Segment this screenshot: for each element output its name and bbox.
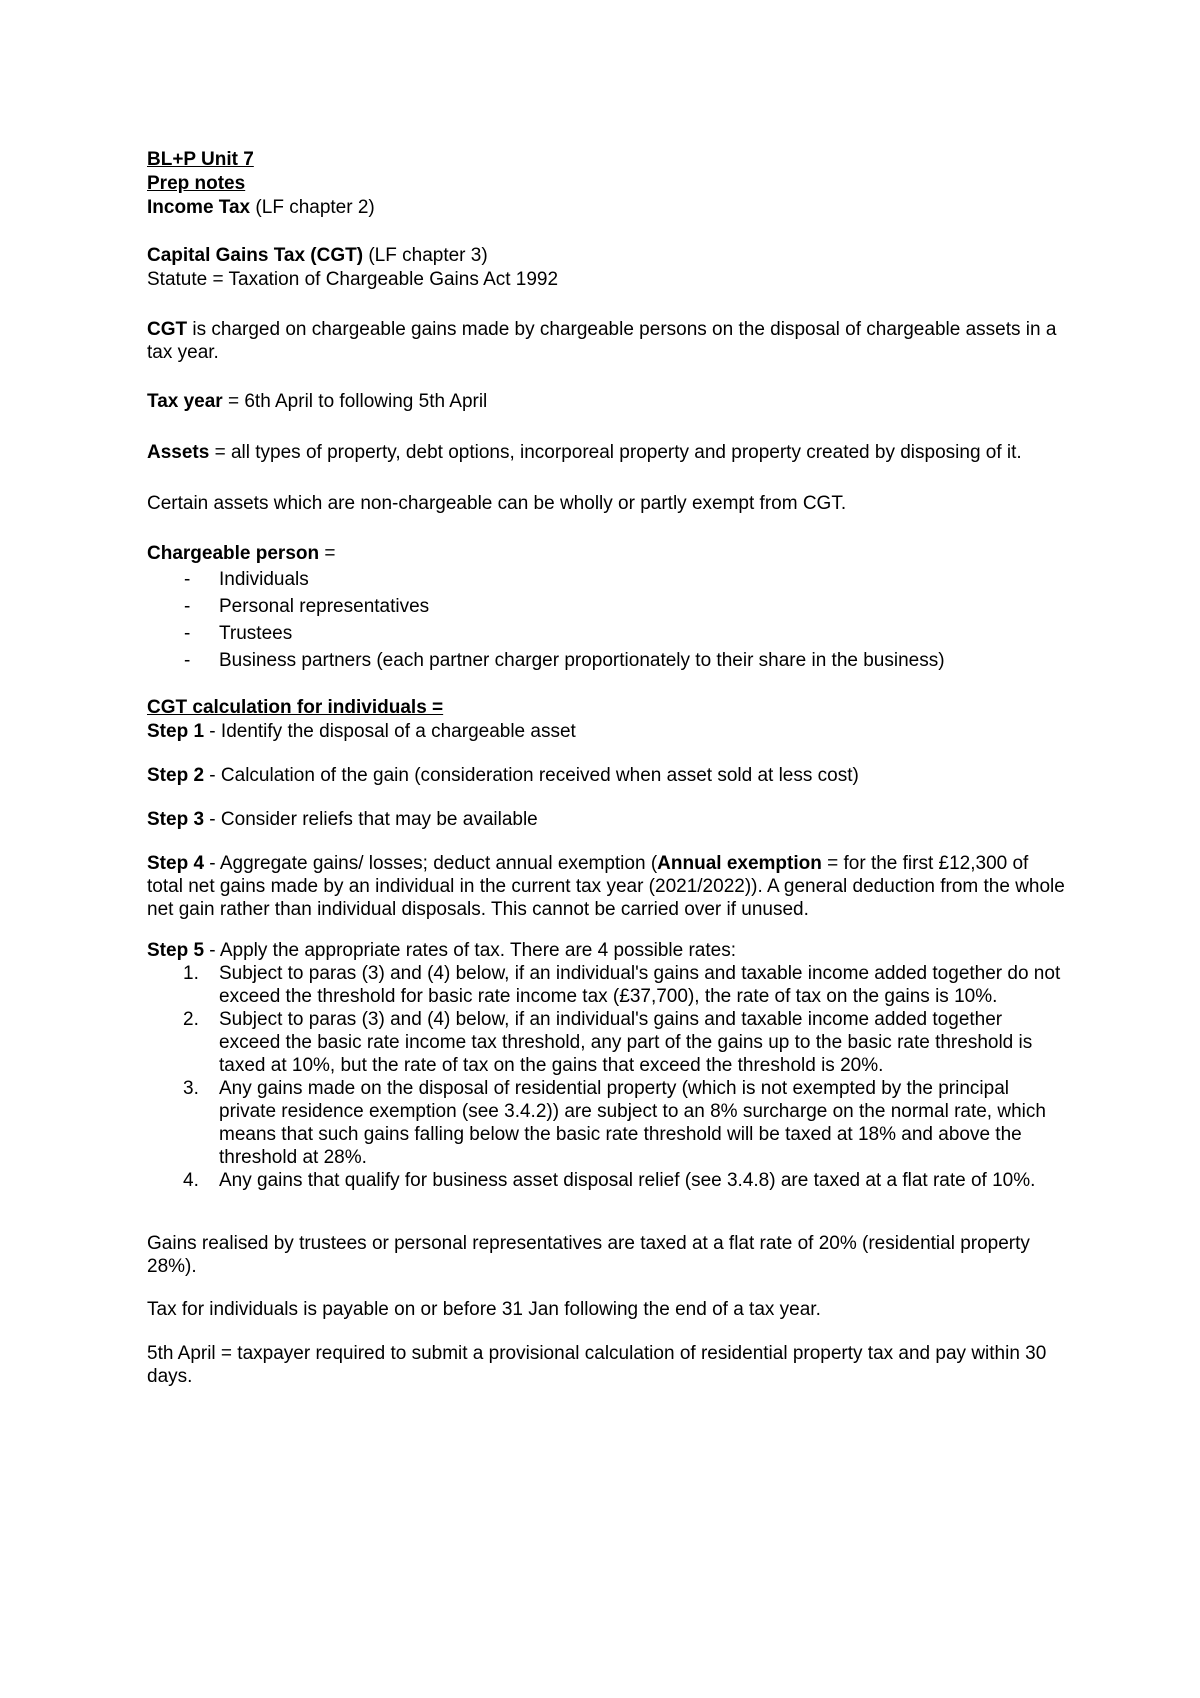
tax-rates-list xyxy=(147,962,1067,1192)
list-item: - Individuals xyxy=(147,566,1067,593)
list-item: 1. Subject to paras (3) and (4) below, if an individual's gains and taxable income added together do not exceed the threshold for basic rate income tax (£37,700), the rate of tax on the gains is 10%. xyxy=(183,963,1061,1007)
april-note: 5th April = taxpayer required to submit a provisional calculation of residential property tax and pay within 30 days. xyxy=(147,1343,1047,1387)
payment-note: Tax for individuals is payable on or before 31 Jan following the end of a tax year. xyxy=(147,1299,821,1320)
trustees-note: Gains realised by trustees or personal representatives are taxed at a flat rate of 20% (residential property 28%). xyxy=(147,1233,1030,1277)
doc-subtitle: Prep notes xyxy=(147,173,246,194)
step-1: Step 1 - Identify the disposal of a chargeable asset xyxy=(147,721,576,742)
income-tax-line: Income Tax (LF chapter 2) xyxy=(147,197,375,218)
dash-bullet: - xyxy=(184,596,191,617)
list-item: - Personal representatives xyxy=(147,593,1067,620)
doc-title: BL+P Unit 7 xyxy=(147,149,254,170)
chargeable-person-heading: Chargeable person = xyxy=(147,543,336,564)
dash-bullet: - xyxy=(184,569,191,590)
document-body xyxy=(147,148,1067,1388)
list-item: 2. Subject to paras (3) and (4) below, if an individual's gains and taxable income added together exceed the basic rate income tax threshold, any part of the gains up to the basic rate threshold is taxed at 10%, but the rate of tax on the gains that exceed the threshold is 20%. xyxy=(183,1009,1033,1076)
dash-bullet: - xyxy=(184,650,191,671)
list-item: 3. Any gains made on the disposal of residential property (which is not exempted by the principal private residence exemption (see 3.4.2)) are subject to an 8% surcharge on the normal rate, which means that such gains falling below the basic rate threshold will be taxed at 18% and above the threshold at 28%. xyxy=(183,1078,1046,1168)
chargeable-person-list xyxy=(147,566,1067,674)
step-5: Step 5 - Apply the appropriate rates of tax. There are 4 possible rates: xyxy=(147,940,736,961)
cgt-statute: Statute = Taxation of Chargeable Gains Act 1992 xyxy=(147,269,559,290)
assets-definition: Assets = all types of property, debt options, incorporeal property and property created by disposing of it. xyxy=(147,442,1022,463)
list-item: - Business partners (each partner charger proportionately to their share in the business) xyxy=(147,647,1067,674)
list-item: 4. Any gains that qualify for business asset disposal relief (see 3.4.8) are taxed at a flat rate of 10%. xyxy=(183,1170,1036,1191)
exempt-note: Certain assets which are non-chargeable can be wholly or partly exempt from CGT. xyxy=(147,493,847,514)
dash-bullet: - xyxy=(184,623,191,644)
step-3: Step 3 - Consider reliefs that may be available xyxy=(147,809,538,830)
cgt-definition: CGT is charged on chargeable gains made by chargeable persons on the disposal of chargeable assets in a tax year. xyxy=(147,319,1057,363)
step-4: Step 4 - Aggregate gains/ losses; deduct annual exemption (Annual exemption = for the first £12,300 of total net gains made by an individual in the current tax year (2021/2022)). A general deduction from the whole net gain rather than individual disposals. This cannot be carried over if unused. xyxy=(147,853,1065,920)
list-item: - Trustees xyxy=(147,620,1067,647)
tax-year-line: Tax year = 6th April to following 5th April xyxy=(147,391,488,412)
cgt-heading: Capital Gains Tax (CGT) (LF chapter 3) xyxy=(147,245,488,266)
step-2: Step 2 - Calculation of the gain (consideration received when asset sold at less cost) xyxy=(147,765,859,786)
calculation-heading: CGT calculation for individuals = xyxy=(147,697,444,718)
